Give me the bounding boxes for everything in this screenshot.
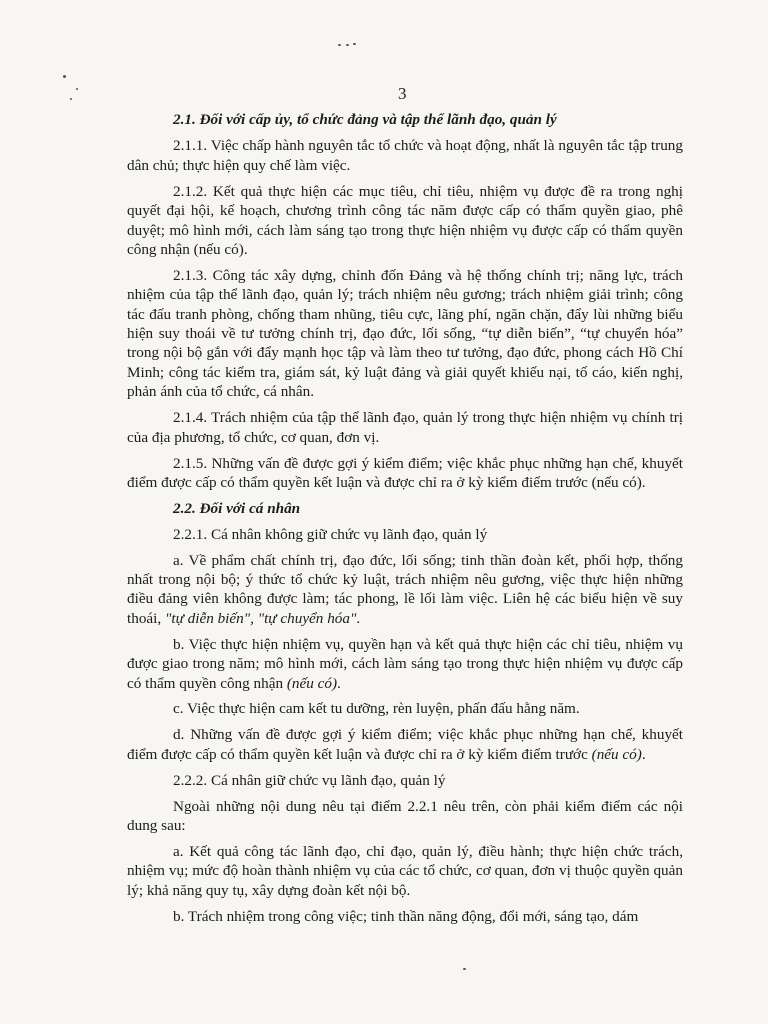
- item-paragraph: [127, 551, 683, 629]
- paragraph: Ngoài những nội dung nêu tại điểm 2.2.1 nêu trên, còn phải kiểm điểm các nội dung sau:: [127, 797, 683, 834]
- subsection-title: 2.2.2. Cá nhân giữ chức vụ lãnh đạo, quản lý: [173, 771, 446, 789]
- item-italic-text: (nếu có): [286, 674, 338, 692]
- scan-speck: [463, 968, 466, 970]
- item-text: d. Những vấn đề được gợi ý kiểm điểm; việc khắc phục những hạn chế, khuyết điểm được cấp có thẩm quyền kết luận và được chỉ ra ở kỳ kiểm điểm trước: [127, 726, 683, 763]
- item-text: b. Việc thực hiện nhiệm vụ, quyền hạn và kết quả thực hiện các chỉ tiêu, nhiệm vụ được giao trong năm; mô hình mới, cách làm sáng tạo trong thực hiện nhiệm vụ được cấp có thẩm quyền công nhận: [127, 635, 683, 692]
- item-paragraph: [127, 635, 683, 693]
- subsection-title: 2.2.1. Cá nhân không giữ chức vụ lãnh đạo, quản lý: [173, 525, 488, 543]
- scan-speck: [353, 43, 356, 45]
- item-paragraph: b. Trách nhiệm trong công việc; tinh thần năng động, đổi mới, sáng tạo, dám: [173, 907, 639, 925]
- paragraph: 2.1.1. Việc chấp hành nguyên tắc tổ chức và hoạt động, nhất là nguyên tắc tập trung dân chủ; thực hiện quy chế làm việc.: [127, 137, 683, 174]
- item-end: .: [337, 674, 341, 692]
- item-text: a. Về phẩm chất chính trị, đạo đức, lối sống; tinh thần đoàn kết, phối hợp, thống nhất trong nội bộ; ý thức tổ chức kỷ luật, trách nhiệm nêu gương, việc thực hiện những điều đảng viên không được làm; tác phong, lề lối làm việc. Liên hệ các biểu hiện về suy thoái,: [127, 551, 683, 627]
- scan-speck: [70, 98, 72, 100]
- scan-speck: [63, 75, 66, 78]
- scan-speck: [76, 88, 78, 90]
- item-paragraph: a. Kết quả công tác lãnh đạo, chỉ đạo, quản lý, điều hành; thực hiện chức trách, nhiệm vụ; mức độ hoàn thành nhiệm vụ của các tổ chức, cơ quan, đơn vị thuộc quyền quản lý; khả năng quy tụ, xây dựng đoàn kết nội bộ.: [127, 842, 683, 899]
- scan-speck: [338, 44, 341, 46]
- paragraph: 2.1.2. Kết quả thực hiện các mục tiêu, chỉ tiêu, nhiệm vụ được đề ra trong nghị quyết đại hội, kế hoạch, chương trình công tác năm được cấp có thẩm quyền giao, phê duyệt; mô hình mới, cách làm sáng tạo trong thực hiện nhiệm vụ được cấp có thẩm quyền công nhận (nếu có).: [127, 182, 683, 258]
- item-paragraph: [127, 725, 683, 764]
- item-italic-text: (nếu có): [591, 745, 642, 763]
- item-paragraph: c. Việc thực hiện cam kết tu dưỡng, rèn luyện, phấn đấu hằng năm.: [173, 700, 580, 718]
- item-end: .: [641, 745, 646, 763]
- paragraph: 2.1.5. Những vấn đề được gợi ý kiểm điểm; việc khắc phục những hạn chế, khuyết điểm được cấp có thẩm quyền kết luận và được chỉ ra ở kỳ kiểm điểm trước (nếu có).: [127, 454, 683, 491]
- item-end: .: [356, 609, 361, 627]
- scan-speck: [346, 44, 349, 46]
- paragraph: 2.1.3. Công tác xây dựng, chỉnh đốn Đảng và hệ thống chính trị; năng lực, trách nhiệm của tập thể lãnh đạo, quản lý; trách nhiệm nêu gương; trách nhiệm giải trình; công tác đấu tranh phòng, chống tham nhũng, tiêu cực, lãng phí, ngăn chặn, đẩy lùi những biểu hiện suy thoái về tư tưởng chính trị, đạo đức, lối sống, “tự diễn biến”, “tự chuyển hóa” trong nội bộ gắn với đẩy mạnh học tập và làm theo tư tưởng, đạo đức, phong cách Hồ Chí Minh; công tác kiểm tra, giám sát, kỷ luật đảng và giải quyết khiếu nại, tố cáo, kiến nghị, phản ánh của tổ chức, cá nhân.: [127, 266, 683, 401]
- page-number: 3: [398, 84, 407, 103]
- document-body: [127, 110, 683, 933]
- section-heading: 2.1. Đối với cấp ủy, tổ chức đảng và tập thể lãnh đạo, quản lý: [173, 111, 557, 128]
- paragraph: 2.1.4. Trách nhiệm của tập thể lãnh đạo, quản lý trong thực hiện nhiệm vụ chính trị của địa phương, tổ chức, cơ quan, đơn vị.: [127, 409, 683, 446]
- item-italic-text: "tự diễn biến", "tự chuyển hóa": [164, 609, 357, 627]
- section-heading: 2.2. Đối với cá nhân: [173, 499, 301, 517]
